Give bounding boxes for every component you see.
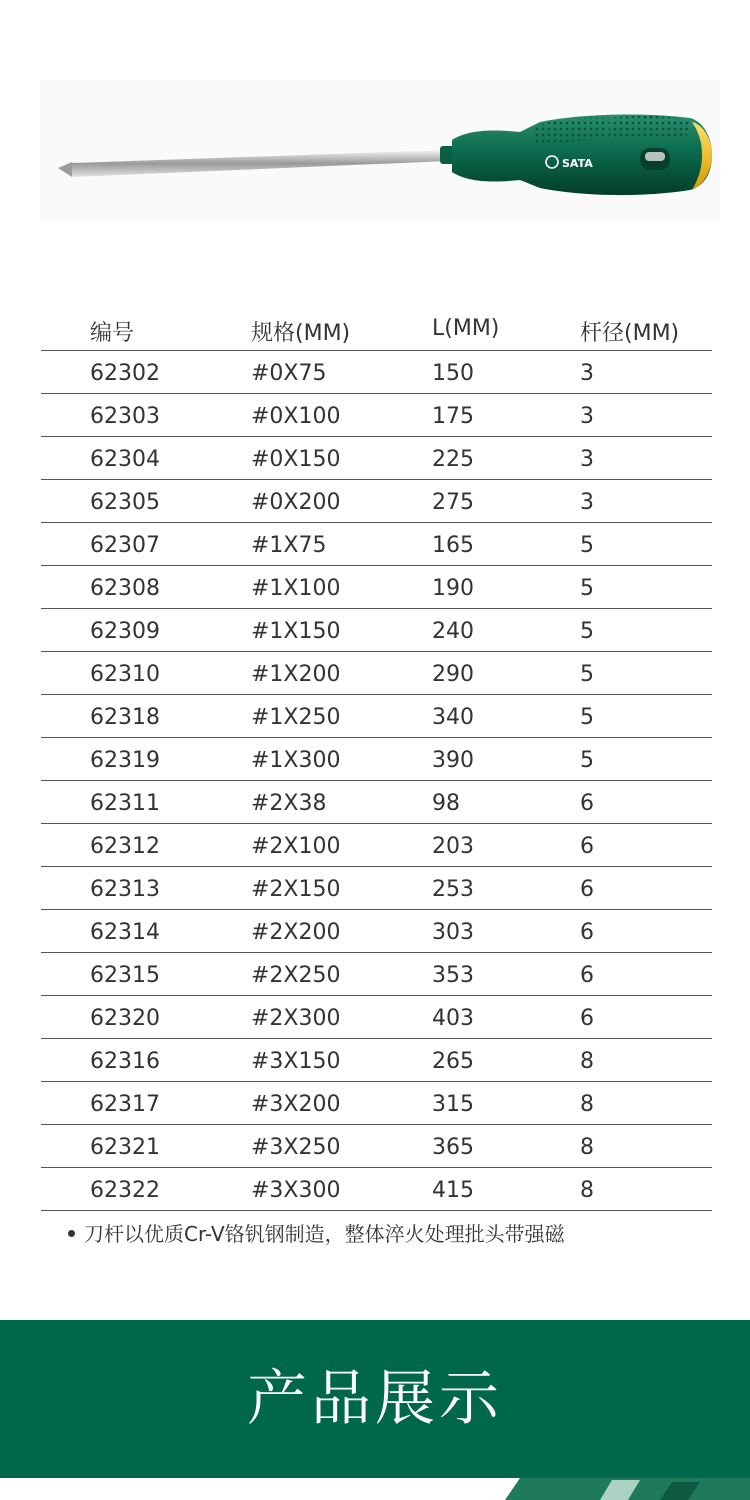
cell-model-no: 62310 [90, 662, 160, 687]
table-row [41, 781, 712, 824]
cell-model-no: 62317 [90, 1092, 160, 1117]
cell-spec: #2X150 [251, 877, 341, 902]
cell-shaft-diameter: 3 [580, 404, 594, 429]
table-row [41, 953, 712, 996]
bullet-icon [68, 1230, 75, 1237]
cell-model-no: 62314 [90, 920, 160, 945]
cell-length: 275 [432, 490, 474, 515]
table-row [41, 609, 712, 652]
table-row [41, 523, 712, 566]
cell-length: 315 [432, 1092, 474, 1117]
cell-model-no: 62322 [90, 1178, 160, 1203]
cell-shaft-diameter: 5 [580, 533, 594, 558]
cell-spec: #0X100 [251, 404, 341, 429]
cell-shaft-diameter: 5 [580, 619, 594, 644]
cell-spec: #2X250 [251, 963, 341, 988]
cell-length: 365 [432, 1135, 474, 1160]
cell-model-no: 62319 [90, 748, 160, 773]
cell-length: 340 [432, 705, 474, 730]
cell-length: 165 [432, 533, 474, 558]
cell-spec: #3X250 [251, 1135, 341, 1160]
cell-shaft-diameter: 6 [580, 920, 594, 945]
table-row [41, 1125, 712, 1168]
cell-shaft-diameter: 5 [580, 748, 594, 773]
cell-shaft-diameter: 3 [580, 361, 594, 386]
cell-spec: #2X100 [251, 834, 341, 859]
table-row [41, 1168, 712, 1211]
cell-length: 290 [432, 662, 474, 687]
header-length: L(MM) [432, 316, 500, 341]
cell-length: 225 [432, 447, 474, 472]
cell-spec: #0X75 [251, 361, 327, 386]
table-row [41, 566, 712, 609]
table-row [41, 824, 712, 867]
cell-model-no: 62318 [90, 705, 160, 730]
cell-length: 265 [432, 1049, 474, 1074]
cell-spec: #1X75 [251, 533, 327, 558]
cell-spec: #1X150 [251, 619, 341, 644]
cell-model-no: 62303 [90, 404, 160, 429]
table-row [41, 394, 712, 437]
cell-length: 390 [432, 748, 474, 773]
spec-table [41, 306, 712, 1211]
cell-shaft-diameter: 8 [580, 1049, 594, 1074]
table-row [41, 996, 712, 1039]
brand-logo-text: SATA [562, 157, 593, 170]
cell-length: 415 [432, 1178, 474, 1203]
cell-model-no: 62304 [90, 447, 160, 472]
cell-model-no: 62316 [90, 1049, 160, 1074]
cell-shaft-diameter: 6 [580, 834, 594, 859]
product-image [0, 0, 750, 270]
cell-length: 403 [432, 1006, 474, 1031]
cell-spec: #3X150 [251, 1049, 341, 1074]
cell-shaft-diameter: 3 [580, 447, 594, 472]
section-banner-title: 产品展示 [247, 1364, 503, 1434]
cell-spec: #2X300 [251, 1006, 341, 1031]
screwdriver-illustration [0, 0, 750, 270]
cell-model-no: 62311 [90, 791, 160, 816]
cell-length: 353 [432, 963, 474, 988]
cell-model-no: 62309 [90, 619, 160, 644]
table-row [41, 910, 712, 953]
cell-shaft-diameter: 6 [580, 963, 594, 988]
cell-shaft-diameter: 6 [580, 877, 594, 902]
cell-spec: #1X250 [251, 705, 341, 730]
header-shaft-diameter: 杆径(MM) [580, 321, 680, 346]
cell-model-no: 62320 [90, 1006, 160, 1031]
cell-shaft-diameter: 8 [580, 1178, 594, 1203]
cell-model-no: 62308 [90, 576, 160, 601]
cell-length: 203 [432, 834, 474, 859]
cell-shaft-diameter: 6 [580, 791, 594, 816]
cell-length: 240 [432, 619, 474, 644]
table-row [41, 351, 712, 394]
table-row [41, 1082, 712, 1125]
header-model-no: 编号 [90, 321, 135, 346]
cell-model-no: 62312 [90, 834, 160, 859]
feature-note-text: 刀杆以优质Cr-V铬钒钢制造，整体淬火处理批头带强磁 [84, 1222, 565, 1246]
cell-shaft-diameter: 5 [580, 662, 594, 687]
cell-shaft-diameter: 8 [580, 1135, 594, 1160]
table-row [41, 867, 712, 910]
cell-length: 303 [432, 920, 474, 945]
cell-model-no: 62321 [90, 1135, 160, 1160]
cell-model-no: 62302 [90, 361, 160, 386]
cell-model-no: 62315 [90, 963, 160, 988]
cell-spec: #3X300 [251, 1178, 341, 1203]
cell-spec: #2X38 [251, 791, 327, 816]
cell-spec: #1X100 [251, 576, 341, 601]
table-row [41, 480, 712, 523]
cell-spec: #2X200 [251, 920, 341, 945]
cell-shaft-diameter: 8 [580, 1092, 594, 1117]
header-spec: 规格(MM) [251, 321, 351, 346]
cell-length: 190 [432, 576, 474, 601]
cell-shaft-diameter: 3 [580, 490, 594, 515]
cell-length: 253 [432, 877, 474, 902]
cell-spec: #1X200 [251, 662, 341, 687]
next-product-image-preview [0, 1478, 750, 1500]
cell-shaft-diameter: 5 [580, 576, 594, 601]
cell-length: 150 [432, 361, 474, 386]
cell-spec: #3X200 [251, 1092, 341, 1117]
table-row [41, 437, 712, 480]
cell-spec: #1X300 [251, 748, 341, 773]
cell-model-no: 62313 [90, 877, 160, 902]
table-row [41, 652, 712, 695]
table-row [41, 695, 712, 738]
table-header-row [41, 306, 712, 351]
cell-model-no: 62307 [90, 533, 160, 558]
cell-shaft-diameter: 6 [580, 1006, 594, 1031]
feature-note [68, 1218, 565, 1247]
cell-shaft-diameter: 5 [580, 705, 594, 730]
section-banner [0, 1320, 750, 1478]
cell-spec: #0X150 [251, 447, 341, 472]
table-row [41, 738, 712, 781]
table-row [41, 1039, 712, 1082]
cell-model-no: 62305 [90, 490, 160, 515]
cell-length: 175 [432, 404, 474, 429]
cell-length: 98 [432, 791, 460, 816]
cell-spec: #0X200 [251, 490, 341, 515]
